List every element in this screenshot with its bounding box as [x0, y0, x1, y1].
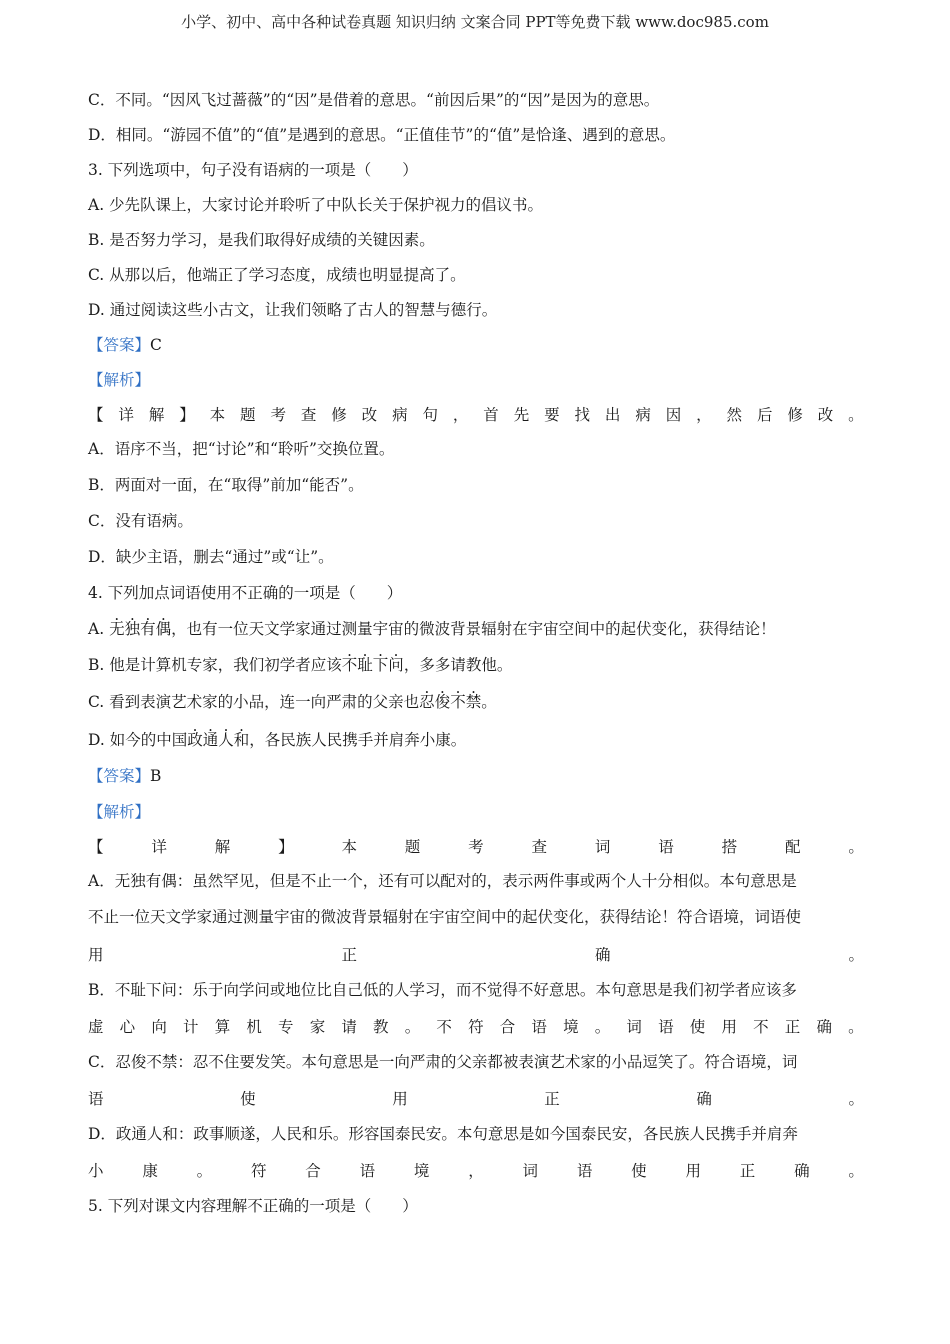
question-4: 4. 下列加点词语使用不正确的一项是（ ）: [88, 584, 403, 602]
question-3: 3. 下列选项中，句子没有语病的一项是（ ）: [88, 161, 418, 179]
question-3-option-a: A. 少先队课上，大家讨论并聆听了中队长关于保护视力的倡议书。: [88, 196, 544, 214]
answer-tag: 【答案】: [88, 767, 151, 785]
explain-4-d-line-2: 小 康 。 符 合 语 境 ， 词 语 使 用 正 确 。: [88, 1162, 864, 1180]
detail-3: 【 详 解 】 本 题 考 查 修 改 病 句 ， 首 先 要 找 出 病 因 ， 然 后 修 改 。: [88, 406, 864, 424]
explain-4-a-line-3: 用 正 确 。: [88, 946, 864, 964]
question-3-option-c: C. 从那以后，他端正了学习态度，成绩也明显提高了。: [88, 266, 466, 284]
explain-4-b-line-2: 虚 心 向 计 算 机 专 家 请 教 。 不 符 合 语 境 。 词 语 使 用 不 正 确 。: [88, 1018, 864, 1036]
page-header: 小学、初中、高中各种试卷真题 知识归纳 文案合同 PPT等免费下载 www.doc985.com: [181, 13, 769, 31]
answer-value: B: [150, 767, 162, 785]
explain-3-c: C．没有语病。: [88, 512, 193, 530]
explain-3-a: A．语序不当，把“讨论”和“聆听”交换位置。: [88, 440, 395, 458]
explain-4-a-line-2: 不止一位天文学家通过测量宇宙的微波背景辐射在宇宙空间中的起伏变化，获得结论！符合语境，词语使: [88, 908, 802, 926]
analysis-4-tag: 【解析】: [88, 803, 151, 821]
option-c-text: C．不同。“因风飞过蔷薇”的“因”是借着的意思。“前因后果”的“因”是因为的意思。: [88, 91, 660, 109]
answer-tag: 【答案】: [88, 336, 151, 354]
question-4-option-a: A. 无独有偶，也有一位天文学家通过测量宇宙的微波背景辐射在宇宙空间中的起伏变化，获得结论！: [88, 620, 776, 638]
question-3-option-d: D. 通过阅读这些小古文，让我们领略了古人的智慧与德行。: [88, 301, 498, 319]
answer-4: [88, 766, 864, 786]
explain-4-b-line-1: B．不耻下问：乐于向学问或地位比自己低的人学习，而不觉得不好意思。本句意思是我们初学者应该多: [88, 981, 797, 999]
answer-3: [88, 335, 864, 355]
explain-3-d: D．缺少主语，删去“通过”或“让”。: [88, 548, 334, 566]
option-d-text: D．相同。“游园不值”的“值”是遇到的意思。“正值佳节”的“值”是恰逢、遇到的意思。: [88, 126, 676, 144]
question-4-option-b: B. 他是计算机专家，我们初学者应该不耻下问，多多请教他。: [88, 656, 513, 674]
explain-4-c-line-2: 语 使 用 正 确 。: [88, 1090, 864, 1108]
question-4-option-d: D. 如今的中国政通人和，各民族人民携手并肩奔小康。: [88, 731, 467, 749]
explain-4-d-line-1: D．政通人和：政事顺遂，人民和乐。形容国泰民安。本句意思是如今国泰民安，各民族人民携手并肩奔: [88, 1125, 798, 1143]
detail-4: 【 详 解 】 本 题 考 查 词 语 搭 配 。: [88, 838, 864, 856]
explain-3-b: B．两面对一面，在“取得”前加“能否”。: [88, 476, 364, 494]
explain-4-c-line-1: C．忍俊不禁：忍不住要发笑。本句意思是一向严肃的父亲都被表演艺术家的小品逗笑了。符合语境，词: [88, 1053, 798, 1071]
explain-4-a-line-1: A．无独有偶：虽然罕见，但是不止一个，还有可以配对的，表示两件事或两个人十分相似。本句意思是: [88, 872, 797, 890]
analysis-3-tag: 【解析】: [88, 371, 151, 389]
question-3-option-b: B. 是否努力学习，是我们取得好成绩的关键因素。: [88, 231, 435, 249]
answer-value: C: [150, 336, 162, 354]
question-5: 5. 下列对课文内容理解不正确的一项是（ ）: [88, 1197, 418, 1215]
question-4-option-c: C. 看到表演艺术家的小品，连一向严肃的父亲也忍俊不禁。: [88, 693, 497, 711]
